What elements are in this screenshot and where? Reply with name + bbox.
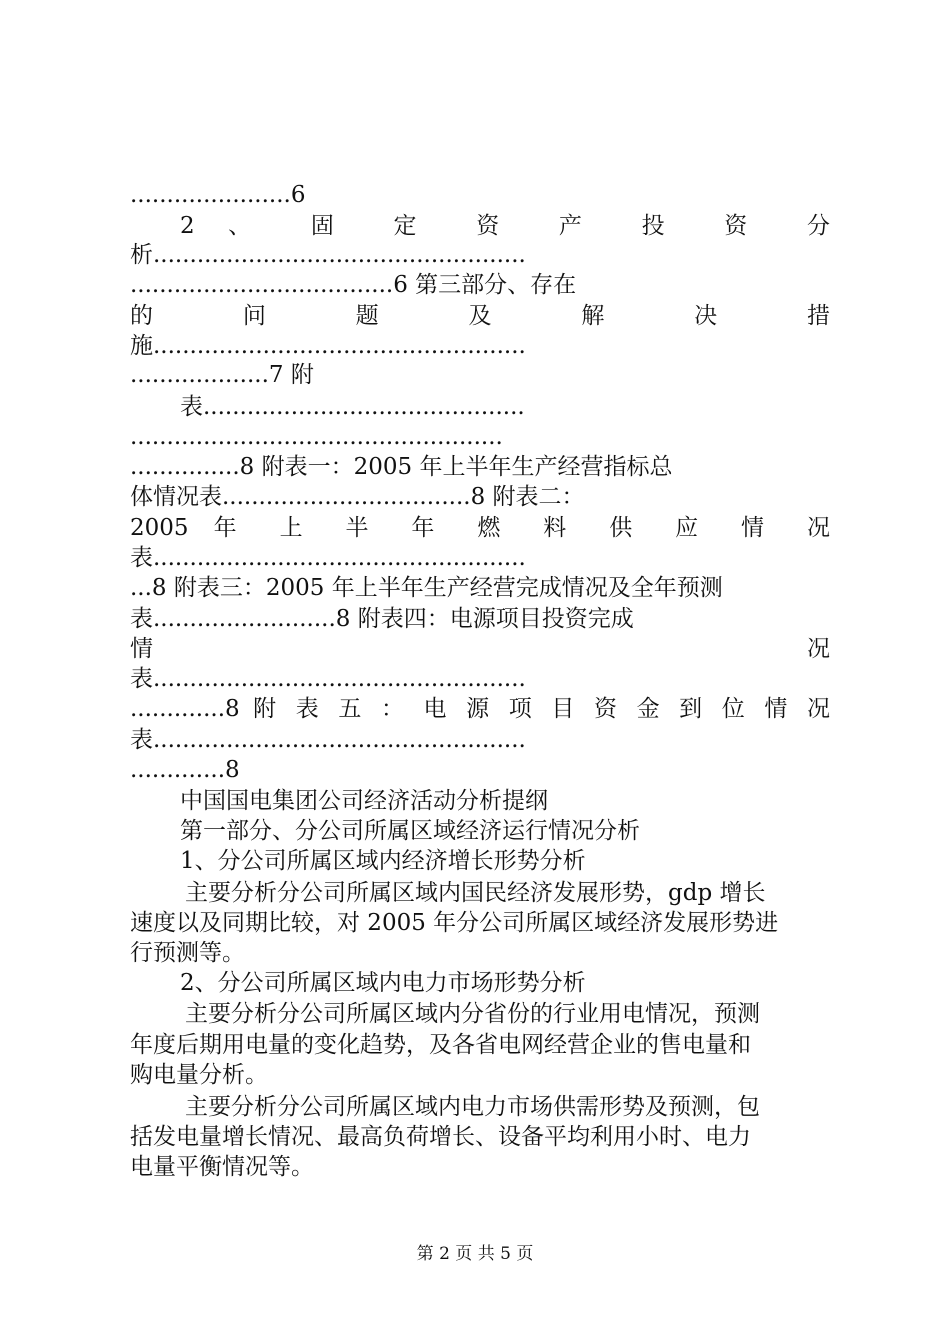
toc-line: 表.........................8 附表四：电源项目投资完成 [130,606,634,632]
toc-line: 析................................................... [130,242,526,268]
toc-fragment: 况 [807,636,830,662]
toc-line: ...............8 附表一：2005 年上半年生产经营指标总 [130,454,673,480]
toc-line: 2005 年 上 半 年 燃 料 供 应 情 况 [130,515,830,541]
toc-fragment: 情 [130,636,153,662]
toc-line: ...8 附表三：2005 年上半年生产经营完成情况及全年预测 [130,575,723,601]
toc-line: 施................................................... [130,333,526,359]
paragraph-line: 主要分析分公司所属区域内分省份的行业用电情况，预测 [185,1001,760,1027]
toc-line: .............8 [130,757,240,783]
toc-line: ...................7 附 [130,362,314,388]
part-heading: 第一部分、分公司所属区域经济运行情况分析 [180,818,640,844]
toc-line: 表................................................... [130,666,526,692]
document-title: 中国国电集团公司经济活动分析提纲 [180,788,548,814]
toc-line: 表................................................... [130,545,526,571]
paragraph-line: 年度后期用电量的变化趋势，及各省电网经营企业的售电量和 [130,1032,751,1058]
section-heading: 2、分公司所属区域内电力市场形势分析 [180,970,586,996]
section-heading: 1、分公司所属区域内经济增长形势分析 [180,848,586,874]
paragraph-line: 购电量分析。 [130,1062,268,1088]
paragraph-line: 电量平衡情况等。 [130,1154,314,1180]
toc-line [130,634,830,664]
paragraph-line: 主要分析分公司所属区域内国民经济发展形势，gdp 增长 [185,880,766,906]
page-number: 第 2 页 共 5 页 [416,1244,534,1264]
toc-line: 表............................................ [180,394,525,420]
toc-line: 的 问 题 及 解 决 措 [130,303,830,329]
toc-line: ....................................6 第三部分、存在 [130,272,577,298]
paragraph-line: 括发电量增长情况、最高负荷增长、设备平均利用小时、电力 [130,1124,751,1150]
toc-line: 2 、 固 定 资 产 投 资 分 [180,213,830,239]
toc-line: ......................6 [130,182,306,208]
toc-line: .............8 附 表 五 ： 电 源 项 目 资 金 到 位 情 况 [130,696,830,722]
paragraph-line: 行预测等。 [130,940,245,966]
paragraph-line: 速度以及同期比较，对 2005 年分公司所属区域经济发展形势进 [130,910,779,936]
paragraph-line: 主要分析分公司所属区域内电力市场供需形势及预测，包 [185,1094,760,1120]
toc-line: 体情况表..................................8 附表二： [130,484,585,510]
toc-line: 表................................................... [130,727,526,753]
toc-line: ................................................... [130,424,503,450]
